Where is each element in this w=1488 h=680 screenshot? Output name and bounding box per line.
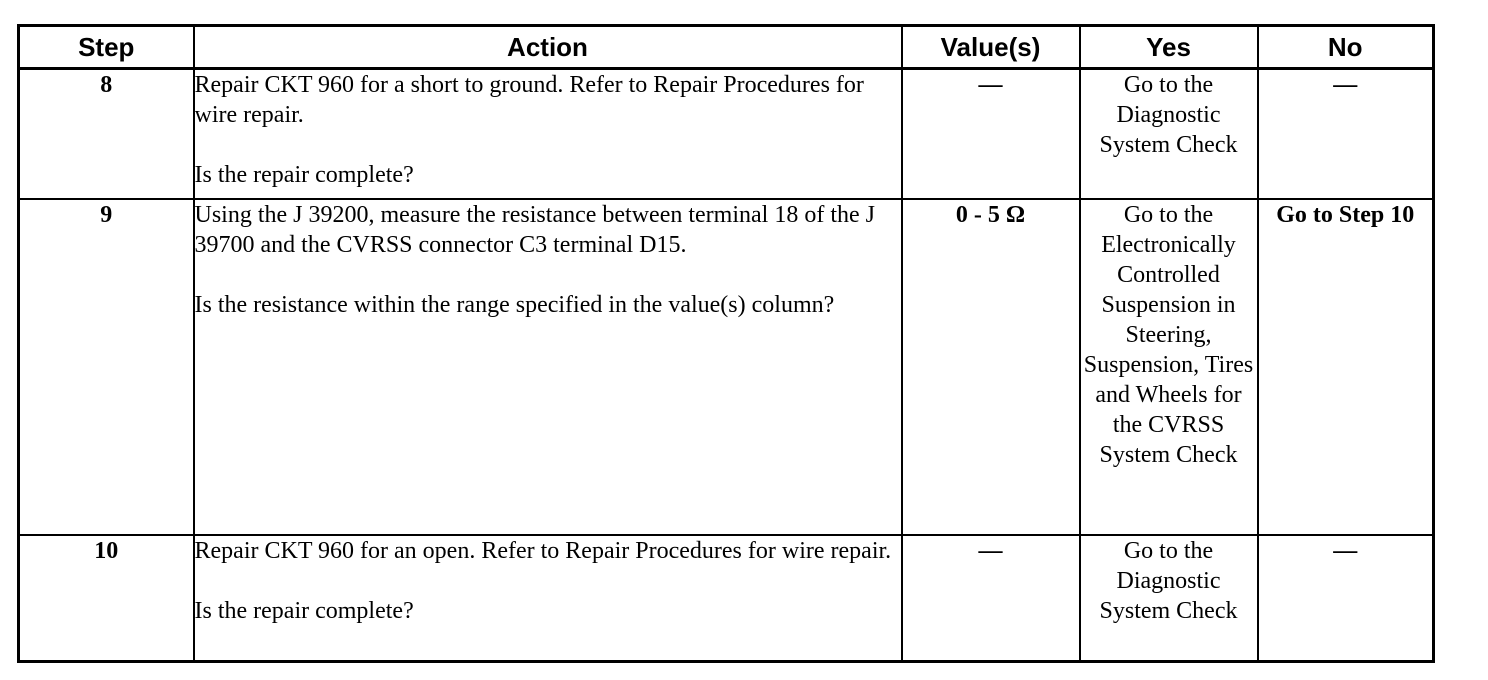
header-value: Value(s) [902, 26, 1080, 69]
table-row [19, 535, 1434, 662]
header-action: Action [194, 26, 902, 69]
table-row [19, 199, 1434, 535]
action-cell [194, 535, 902, 662]
table-header-row [19, 26, 1434, 69]
action-text: Repair CKT 960 for an open. Refer to Repair Procedures for wire repair. [194, 538, 892, 564]
yes-cell: Go to the Diagnostic System Check [1080, 69, 1258, 200]
step-number: 8 [19, 69, 194, 200]
action-text: Repair CKT 960 for a short to ground. Refer to Repair Procedures for wire repair. [194, 72, 864, 128]
no-cell: Go to Step 10 [1258, 199, 1434, 535]
yes-cell: Go to the Electronically Controlled Suspension in Steering, Suspension, Tires and Wheels for the CVRSS System Check [1080, 199, 1258, 535]
header-no: No [1258, 26, 1434, 69]
action-text: Using the J 39200, measure the resistance between terminal 18 of the J 39700 and the CVRSS connector C3 terminal D15. [194, 202, 875, 258]
action-question: Is the repair complete? [194, 162, 414, 188]
no-cell: — [1258, 69, 1434, 200]
step-number: 10 [19, 535, 194, 662]
header-step: Step [19, 26, 194, 69]
step-number: 9 [19, 199, 194, 535]
yes-cell: Go to the Diagnostic System Check [1080, 535, 1258, 662]
table-row [19, 69, 1434, 200]
header-yes: Yes [1080, 26, 1258, 69]
action-question: Is the repair complete? [194, 598, 414, 624]
action-cell [194, 69, 902, 200]
value-cell: 0 - 5 Ω [902, 199, 1080, 535]
value-cell: — [902, 535, 1080, 662]
value-cell: — [902, 69, 1080, 200]
action-question: Is the resistance within the range specified in the value(s) column? [194, 292, 835, 318]
action-cell [194, 199, 902, 535]
no-cell: — [1258, 535, 1434, 662]
diagnostic-table [17, 24, 1435, 663]
